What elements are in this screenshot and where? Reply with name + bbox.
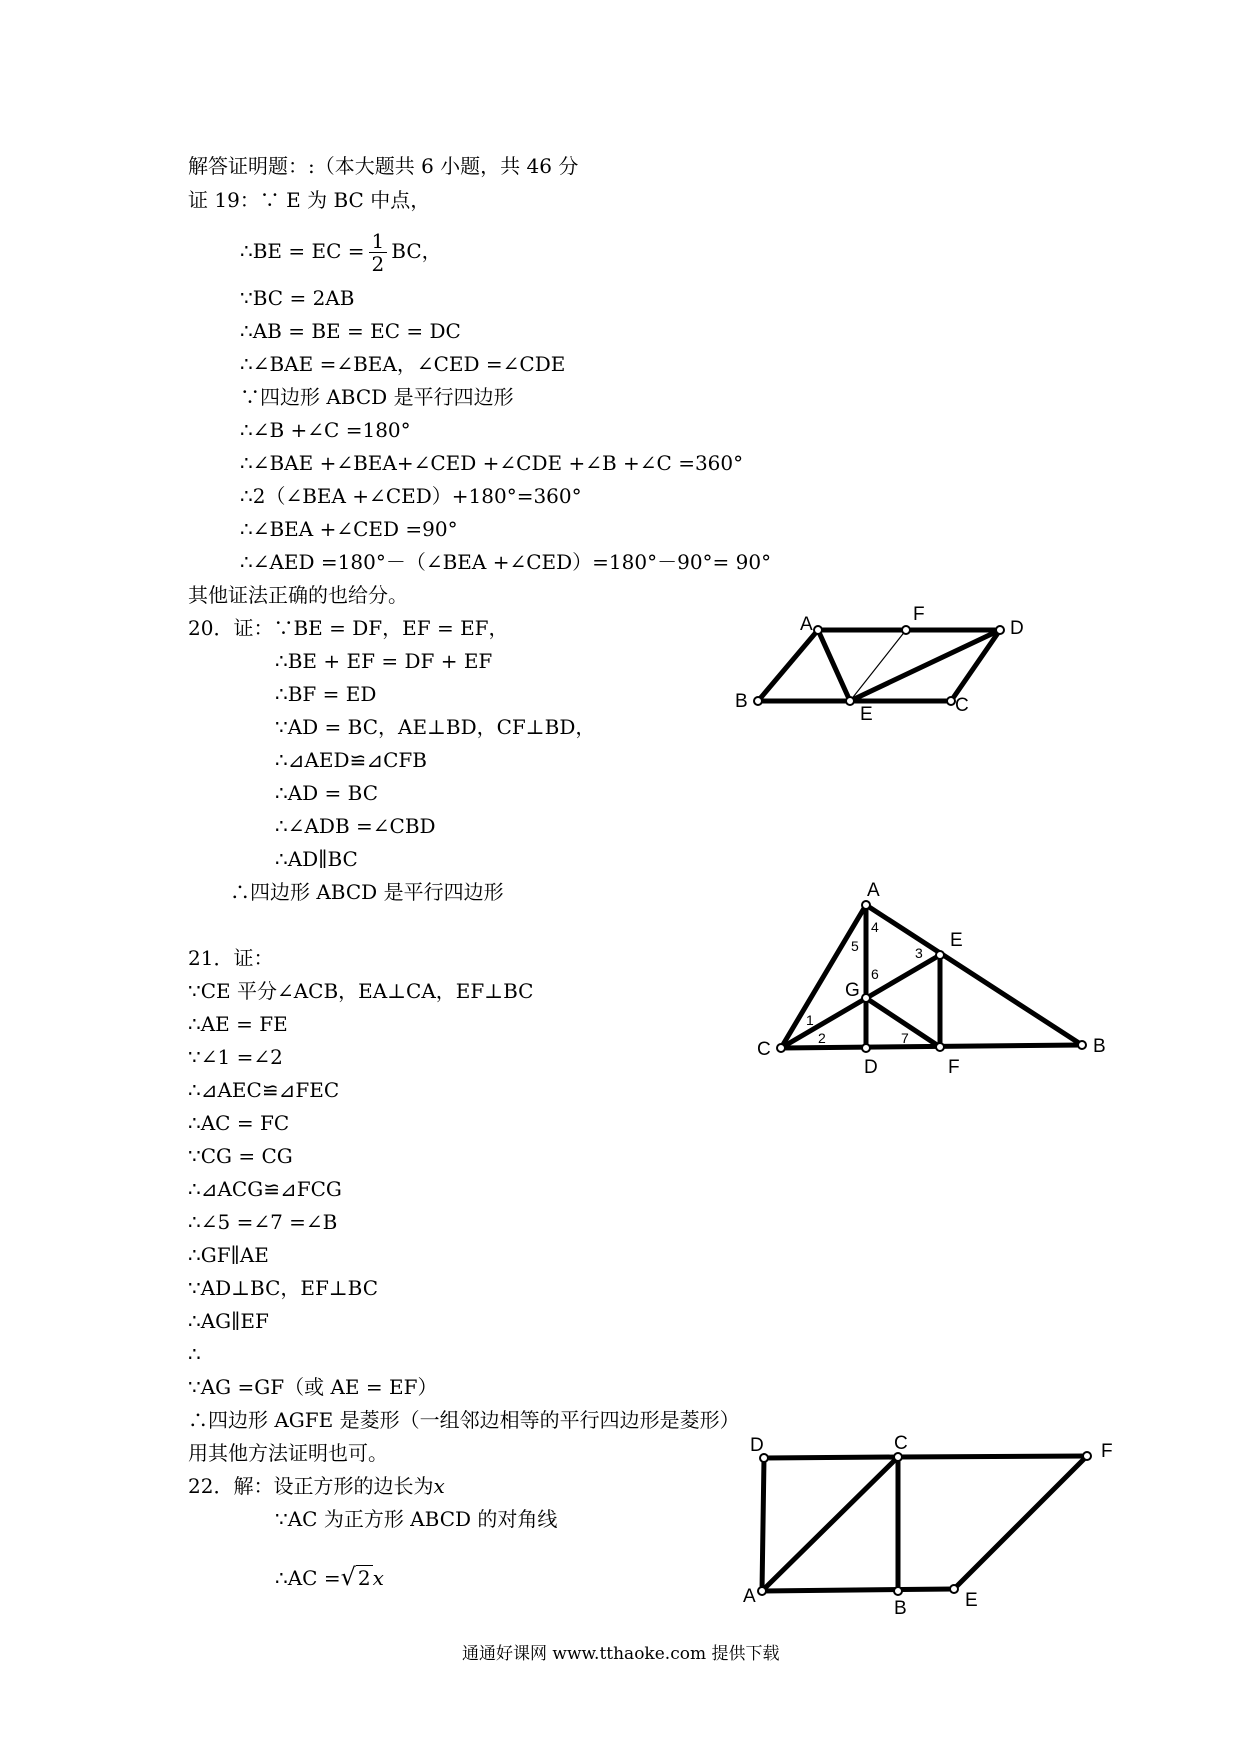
p20-line-8: ∴AD∥BC [275, 847, 358, 871]
p19-line-9: ∴2（∠BEA +∠CED）+180°=360° [240, 484, 582, 508]
p21-line-4: ∵∠1 =∠2 [188, 1045, 283, 1069]
fig20-label-b: B [735, 691, 748, 712]
p19-line-2-rhs: BC， [391, 239, 442, 263]
variable-x: x [433, 1474, 445, 1498]
fig22-side-dc [764, 1457, 898, 1458]
page-footer: 通通好课网 www.tthaoke.com 提供下载 [462, 1644, 780, 1664]
p19-line-10: ∴∠BEA +∠CED =90° [240, 517, 458, 541]
p21-line-11: ∵AD⊥BC，EF⊥BC [188, 1276, 379, 1300]
fig22-label-c: C [894, 1433, 908, 1454]
fig22-diagonal-ac [762, 1457, 898, 1591]
p19-line-4: ∴AB = BE = EC = DC [240, 319, 461, 343]
fig20-label-c: C [955, 695, 969, 716]
fig21-label-g: G [845, 980, 860, 1001]
p20-line-7: ∴∠ADB =∠CBD [275, 814, 436, 838]
fig22-side-ef [954, 1456, 1087, 1589]
fig21-angle-7: 7 [901, 1030, 909, 1046]
fig22-side-cf [898, 1456, 1087, 1457]
p21-line-12: ∴AG∥EF [188, 1309, 269, 1333]
p21-note: 用其他方法证明也可。 [188, 1441, 388, 1465]
p19-line-11: ∴∠AED =180°－（∠BEA +∠CED）=180°－90°= 90° [240, 550, 772, 574]
fig21-label-a: A [867, 880, 880, 901]
p20-line-3: ∴BF = ED [275, 682, 377, 706]
p20-line-2: ∴BE + EF = DF + EF [275, 649, 493, 673]
p21-line-1: 21．证： [188, 946, 274, 970]
fig21-label-c: C [757, 1039, 771, 1060]
p21-line-13: ∴ [188, 1342, 201, 1366]
p20-line-1: 20．证：∵BE = DF，EF = EF， [188, 616, 509, 640]
fig22-label-d: D [750, 1435, 764, 1456]
fig21-angle-2: 2 [818, 1030, 826, 1046]
fig22-side-da [762, 1458, 764, 1591]
fig22-point-c [894, 1453, 902, 1461]
fig21-angle-3: 3 [915, 945, 923, 961]
fig22-label-e: E [965, 1590, 978, 1611]
p22-line-3-lhs: ∴AC = [275, 1566, 341, 1590]
p19-line-1: 证 19：∵ E 为 BC 中点， [188, 188, 431, 212]
fig21-label-f: F [948, 1057, 960, 1078]
fig21-label-e: E [950, 930, 963, 951]
p21-line-5: ∴⊿AEC≌⊿FEC [188, 1078, 340, 1102]
p19-line-8: ∴∠BAE +∠BEA+∠CED +∠CDE +∠B +∠C =360° [240, 451, 744, 475]
fig22-point-f [1083, 1452, 1091, 1460]
fig20-label-d: D [1010, 618, 1024, 639]
fraction-numerator: 1 [369, 230, 388, 253]
fraction-denominator: 2 [371, 252, 385, 276]
sqrt-sign: √ [340, 1563, 356, 1591]
fig21-angle-6: 6 [871, 966, 879, 982]
p20-line-5: ∴⊿AED≌⊿CFB [275, 748, 427, 772]
fig22-label-a: A [743, 1586, 756, 1607]
fig21-label-d: D [864, 1057, 878, 1078]
p22-line-1-text: 22．解：设正方形的边长为 [188, 1474, 434, 1498]
fig21-angle-1: 1 [806, 1012, 814, 1028]
p21-line-14: ∵AG =GF（或 AE = EF） [188, 1375, 438, 1399]
p19-line-5: ∴∠BAE =∠BEA，∠CED =∠CDE [240, 352, 566, 376]
p21-line-2: ∵CE 平分∠ACB，EA⊥CA，EF⊥BC [188, 979, 534, 1003]
p21-line-7: ∵CG = CG [188, 1144, 293, 1168]
fig20-label-e: E [860, 704, 873, 725]
fig22-point-b [894, 1587, 902, 1595]
p19-line-6: ∵四边形 ABCD 是平行四边形 [240, 385, 514, 409]
fig21-angle-4: 4 [871, 919, 879, 935]
p19-line-3: ∵BC = 2AB [240, 286, 355, 310]
p20-line-4: ∵AD = BC，AE⊥BD，CF⊥BD， [275, 715, 596, 739]
fig22-point-a [758, 1587, 766, 1595]
p19-line-2-lhs: ∴BE = EC = [240, 239, 365, 263]
p21-line-3: ∴AE = FE [188, 1012, 288, 1036]
p19-line-7: ∴∠B +∠C =180° [240, 418, 411, 442]
section-header: 解答证明题：:（本大题共 6 小题，共 46 分 [188, 154, 579, 178]
fig22-label-b: B [894, 1598, 907, 1619]
fig20-label-a: A [800, 614, 813, 635]
sqrt-radicand: 2 [357, 1566, 371, 1590]
fig21-label-b: B [1093, 1036, 1106, 1057]
fig22-label-f: F [1101, 1441, 1113, 1462]
p21-line-10: ∴GF∥AE [188, 1243, 269, 1267]
p21-line-8: ∴⊿ACG≌⊿FCG [188, 1177, 342, 1201]
p19-note: 其他证法正确的也给分。 [188, 583, 408, 607]
p21-line-6: ∴AC = FC [188, 1111, 290, 1135]
p21-line-15: ∴四边形 AGFE 是菱形（一组邻边相等的平行四边形是菱形） [188, 1408, 740, 1432]
p21-line-9: ∴∠5 =∠7 =∠B [188, 1210, 338, 1234]
fig21-angle-5: 5 [851, 938, 859, 954]
p20-line-9: ∴四边形 ABCD 是平行四边形 [230, 880, 504, 904]
fig20-label-f: F [913, 604, 925, 625]
p20-line-6: ∴AD = BC [275, 781, 379, 805]
p22-line-2: ∵AC 为正方形 ABCD 的对角线 [275, 1507, 558, 1531]
fig22-side-ae [762, 1589, 954, 1591]
fig22-point-e [950, 1585, 958, 1593]
variable-x-2: x [372, 1566, 384, 1590]
